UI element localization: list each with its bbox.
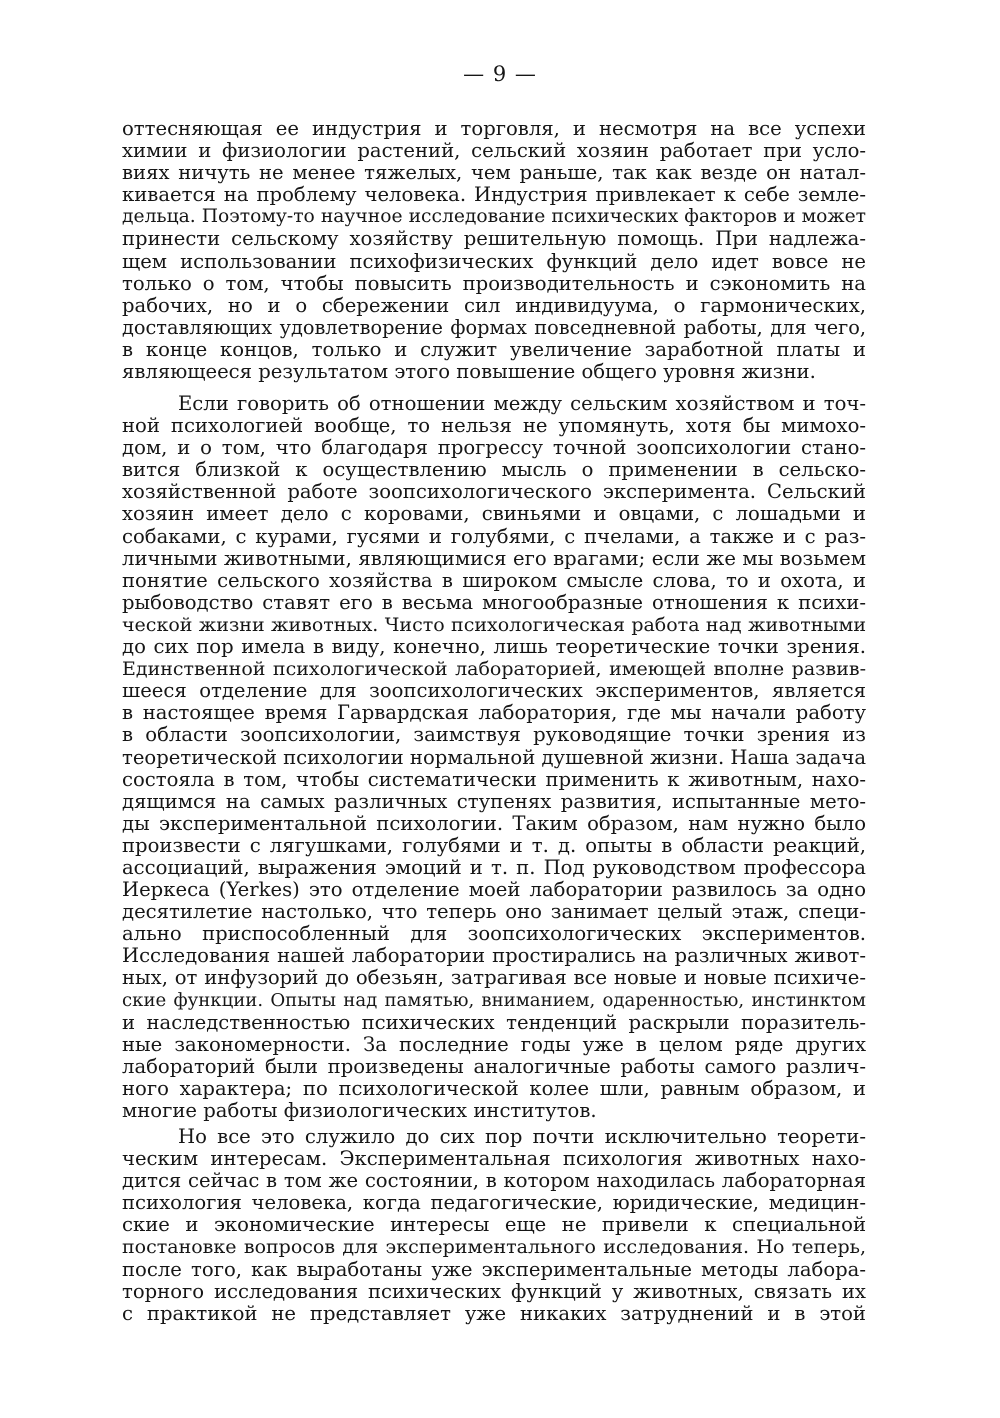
text-line: торного исследования психических функций у животных, связать их <box>122 1279 866 1303</box>
text-line: щем использовании психофизических функций дело идет вовсе не <box>122 249 866 273</box>
text-line: ных, от инфузорий до обезьян, затрагивая все новые и новые психиче- <box>122 966 866 990</box>
text-line: оттесняющая ее индустрия и торговля, и несмотря на все успехи <box>122 117 866 140</box>
text-line: ческим интересам. Экспериментальная психология животных нахо- <box>122 1147 866 1171</box>
text-line: ного характера; по психологической колее шли, равным образом, и <box>122 1076 866 1100</box>
text-line: доставляющих удовлетворение формах повседневной работы, для чего, <box>122 315 866 339</box>
text-line: ально приспособленный для зоопсихологических экспериментов. <box>122 922 866 946</box>
text-line: с практикой не представляет уже никаких затруднений и в этой <box>122 1301 866 1325</box>
text-line: психология человека, когда педагогические, юридические, медицин- <box>122 1191 866 1215</box>
text-line: являющееся результатом этого повышение общего уровня жизни. <box>122 360 816 384</box>
text-line: в конце концов, только и служит увеличение заработной платы и <box>122 337 866 361</box>
text-line: шееся отделение для зоопсихологических экспериментов, является <box>122 679 866 703</box>
text-line: теоретической психологии нормальной душевной жизни. Наша задача <box>122 745 867 769</box>
text-line: Если говорить об отношении между сельским хозяйством и точ- <box>178 392 866 415</box>
text-line: состояла в том, чтобы систематически применить к животным, нахо- <box>122 767 866 791</box>
text-line: вится близкой к осуществлению мысль о применении в сельско- <box>122 458 866 482</box>
text-line: понятие сельского хозяйства в широком смысле слова, то и охота, и <box>122 568 866 592</box>
text-line: только о том, чтобы повысить производительность и сэкономить на <box>122 271 866 295</box>
text-line: дельца. Поэтому-то научное исследование психических факторов и может <box>122 206 866 228</box>
text-line: кивается на проблему человека. Индустрия привлекает к себе земле- <box>122 183 866 207</box>
text-line: ские функции. Опыты над памятью, вниманием, одаренностью, инстинктом <box>122 989 866 1011</box>
text-line: постановке вопросов для экспериментального исследования. Но теперь, <box>122 1236 866 1259</box>
text-line: ные закономерности. За последние годы уже в целом ряде других <box>122 1032 866 1056</box>
text-line: собаками, с курами, гусями и голубями, с пчелами, а также и с раз- <box>122 524 866 548</box>
text-line: дится сейчас в том же состоянии, в котором находилась лабораторная <box>122 1169 866 1193</box>
text-line: в настоящее время Гарвардская лаборатория, где мы начали работу <box>122 701 866 725</box>
text-line: Исследования нашей лаборатории простирались на различных живот- <box>122 944 866 968</box>
text-line: личными животными, являющимися его врагами; если же мы возьмем <box>122 546 866 570</box>
text-line: до сих пор имела в виду, конечно, лишь теоретические точки зрения. <box>122 635 866 659</box>
text-line: хозяйственной работе зоопсихологического эксперимента. Сельский <box>122 480 866 504</box>
paragraph-1 <box>122 118 866 383</box>
text-line: многие работы физиологических институтов. <box>122 1099 597 1122</box>
text-line: ды экспериментальной психологии. Таким образом, нам нужно было <box>122 811 866 835</box>
text-line: Единственной психологической лабораторией, имеющей вполне развив- <box>122 658 866 681</box>
text-line: Но все это служило до сих пор почти исключительно теорети- <box>178 1125 866 1148</box>
text-line: дом, и о том, что благодаря прогрессу точной зоопсихологии стано- <box>122 436 866 460</box>
paragraph-2 <box>122 393 866 1122</box>
text-line: после того, как выработаны уже экспериментальные методы лабора- <box>122 1257 866 1281</box>
text-line: произвести с лягушками, голубями и т. д. опыты в области реакций, <box>122 833 866 857</box>
paragraph-3 <box>122 1126 866 1325</box>
text-line: принести сельскому хозяйству решительную помощь. При надлежа- <box>122 227 866 251</box>
text-line: дящимся на самых различных ступенях развития, испытанные мето- <box>122 789 866 813</box>
text-line: ассоциаций, выражения эмоций и т. п. Под руководством профессора <box>122 855 866 879</box>
text-line: хозяин имеет дело с коровами, свиньями и овцами, с лошадьми и <box>122 502 866 526</box>
text-line: в области зоопсихологии, заимствуя руководящие точки зрения из <box>122 723 866 747</box>
text-line: ские и экономические интересы еще не привели к специальной <box>122 1213 866 1237</box>
page-number: — 9 — <box>463 62 537 86</box>
text-line: лабораторий были произведены аналогичные работы самого различ- <box>122 1054 866 1078</box>
text-line: виях ничуть не менее тяжелых, чем раньше, так как везде он натал- <box>122 161 866 185</box>
text-line: и наследственностью психических тенденций раскрыли поразитель- <box>122 1010 866 1034</box>
text-line: десятилетие настолько, что теперь оно занимает целый этаж, специ- <box>122 900 866 924</box>
text-line: ной психологией вообще, то нельзя не упомянуть, хотя бы мимохо- <box>122 414 866 438</box>
text-line: химии и физиологии растений, сельский хозяин работает при усло- <box>122 139 866 163</box>
text-line: Иеркеса (Yerkes) это отделение моей лаборатории развилось за одно <box>122 878 866 902</box>
text-line: ческой жизни животных. Чисто психологическая работа над животными <box>122 613 866 636</box>
text-line: рабочих, но и о сбережении сил индивидуума, о гармонических, <box>122 293 866 317</box>
text-line: рыбоводство ставят его в весьма многообразные отношения к психи- <box>122 590 866 614</box>
